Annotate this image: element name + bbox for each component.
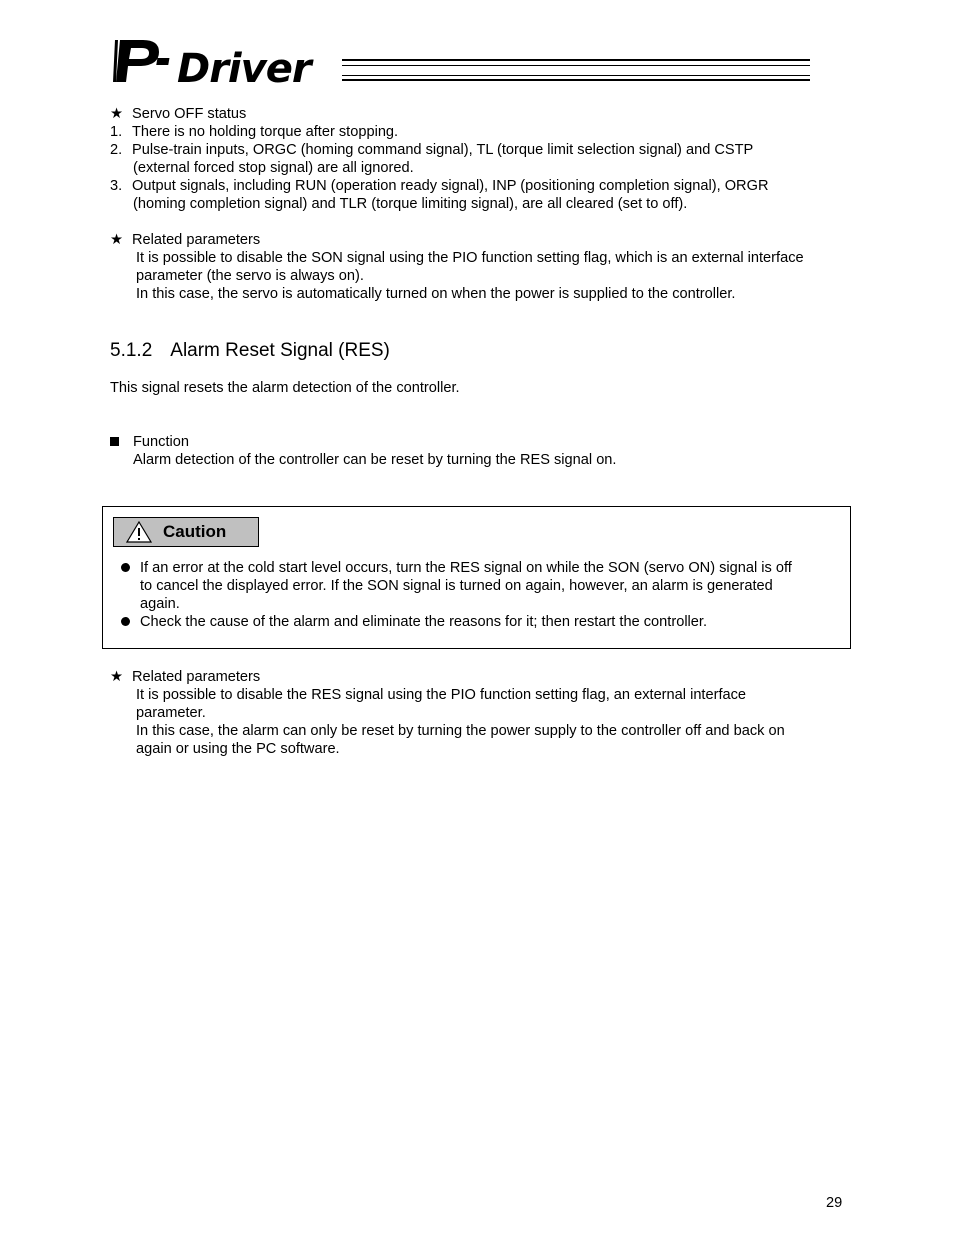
section-heading [110, 338, 390, 364]
bullet-icon [121, 617, 130, 626]
section-number: 5.1.2 [110, 340, 153, 361]
servo-off-item-1: 1. There is no holding torque after stopping. [110, 124, 399, 140]
star-icon: ★ [110, 232, 124, 248]
related-params-heading-1: ★ Related parameters [110, 232, 261, 248]
p-driver-logo-graphic [113, 38, 335, 86]
caution-bullet-1-line-1: If an error at the cold start level occurs, turn the RES signal on while the SON (servo ON) signal is off [140, 560, 792, 576]
header-rule-mid [342, 65, 810, 66]
servo-off-heading: ★ Servo OFF status [110, 106, 247, 122]
header-rule-bottom [342, 79, 810, 81]
section-intro: This signal resets the alarm detection of the controller. [110, 380, 460, 396]
related-params-heading-2: ★ Related parameters [110, 669, 261, 685]
related-params-2-line-3: In this case, the alarm can only be reset by turning the power supply to the controller off and back on [136, 723, 785, 739]
page-number: 29 [826, 1195, 843, 1211]
function-heading: Function [133, 434, 189, 450]
star-icon: ★ [110, 669, 124, 685]
servo-off-item-3-cont: (homing completion signal) and TLR (torque limiting signal), are all cleared (set to off). [133, 196, 688, 212]
section-title: Alarm Reset Signal (RES) [170, 340, 390, 361]
related-params-1-line-1: It is possible to disable the SON signal using the PIO function setting flag, which is an external interface [136, 250, 804, 266]
related-params-2-line-2: parameter. [136, 705, 206, 721]
caution-bullet-1-line-3: again. [140, 596, 180, 612]
header-rule-top [342, 59, 810, 61]
related-params-2-line-4: again or using the PC software. [136, 741, 340, 757]
servo-off-item-2: 2. Pulse-train inputs, ORGC (homing command signal), TL (torque limit selection signal) and CSTP [110, 142, 754, 158]
caution-bullet-1-line-2: to cancel the displayed error. If the SON signal is turned on again, however, an alarm is generated [140, 578, 773, 594]
function-text: Alarm detection of the controller can be reset by turning the RES signal on. [133, 452, 617, 468]
servo-off-item-3: 3. Output signals, including RUN (operation ready signal), INP (positioning completion signal), ORGR [110, 178, 769, 194]
related-params-1-line-2: parameter (the servo is always on). [136, 268, 364, 284]
star-icon: ★ [110, 106, 124, 122]
caution-label: Caution [113, 517, 259, 547]
related-params-1-line-3: In this case, the servo is automatically turned on when the power is supplied to the controller. [136, 286, 736, 302]
related-params-2-line-1: It is possible to disable the RES signal using the PIO function setting flag, an external interface [136, 687, 747, 703]
bullet-icon [121, 563, 130, 572]
header-rule-low [342, 75, 810, 76]
servo-off-item-2-cont: (external forced stop signal) are all ignored. [133, 160, 414, 176]
caution-bullet-2-line-1: Check the cause of the alarm and eliminate the reasons for it; then restart the controller. [140, 614, 708, 630]
square-bullet-icon [110, 437, 119, 446]
svg-text:Driver: Driver [177, 46, 311, 86]
warning-icon [126, 521, 152, 543]
